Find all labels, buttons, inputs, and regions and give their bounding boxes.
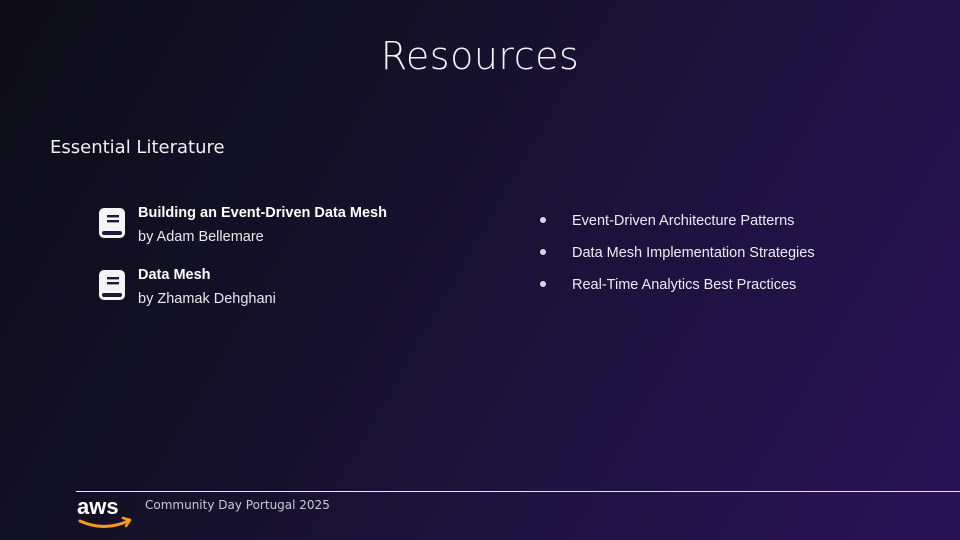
list-item xyxy=(536,275,936,307)
aws-logo xyxy=(76,494,136,534)
aws-logo-text: aws xyxy=(77,494,119,519)
list-item xyxy=(536,211,936,243)
bullet-icon xyxy=(540,217,546,223)
slide-title: Resources xyxy=(380,34,580,78)
footer-event-label: Community Day Portugal 2025 xyxy=(145,498,330,512)
list-item xyxy=(536,243,936,275)
book-icon xyxy=(98,269,126,301)
book-author: by Adam Bellemare xyxy=(138,229,264,245)
book-item xyxy=(98,267,458,317)
topic-list xyxy=(536,211,936,307)
book-title: Data Mesh xyxy=(138,267,211,283)
book-item xyxy=(98,205,458,255)
topic-label: Data Mesh Implementation Strategies xyxy=(572,245,815,261)
footer-divider xyxy=(76,491,960,492)
bullet-icon xyxy=(540,281,546,287)
book-author: by Zhamak Dehghani xyxy=(138,291,276,307)
bullet-icon xyxy=(540,249,546,255)
topic-label: Event-Driven Architecture Patterns xyxy=(572,213,795,229)
section-heading: Essential Literature xyxy=(50,137,225,158)
book-title: Building an Event-Driven Data Mesh xyxy=(138,205,387,221)
topic-label: Real-Time Analytics Best Practices xyxy=(572,277,797,293)
book-icon xyxy=(98,207,126,239)
